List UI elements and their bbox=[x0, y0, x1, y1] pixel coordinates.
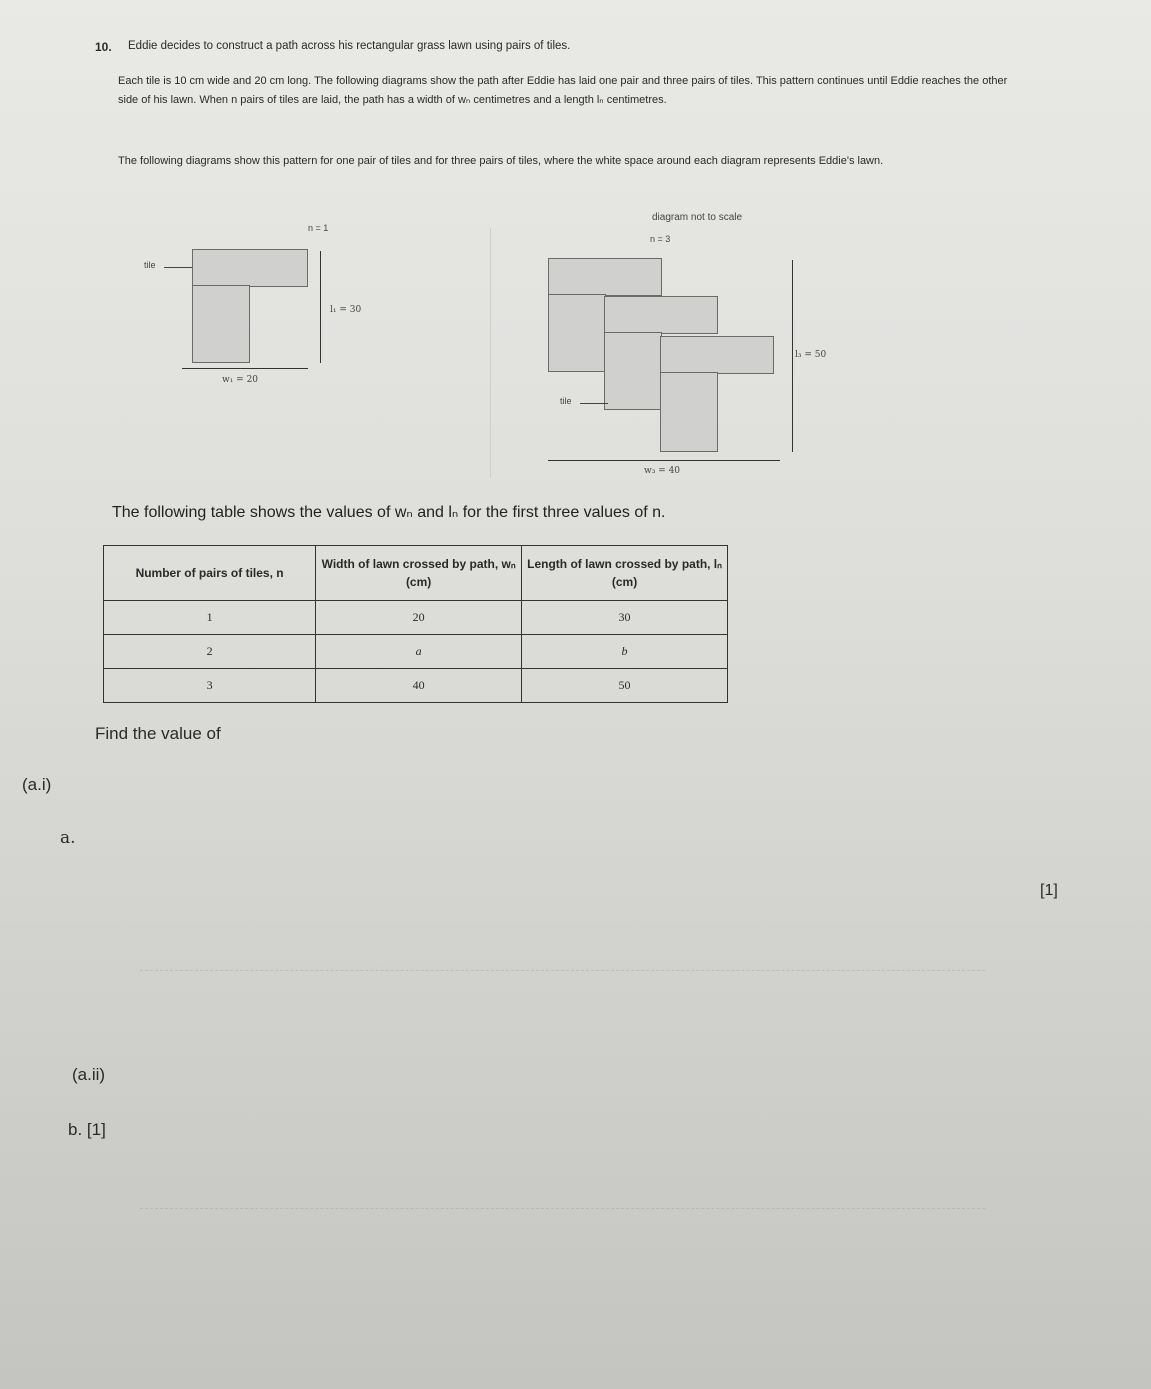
question-paragraph-2: The following diagrams show this pattern for one pair of tiles and for three pairs of tiles, where the white space around each diagram represents Eddie's lawn. bbox=[118, 155, 884, 167]
part-ai-marks: [1] bbox=[1040, 882, 1058, 899]
cell-length: 50 bbox=[522, 669, 728, 703]
tile-h1 bbox=[548, 258, 662, 296]
values-table bbox=[103, 545, 728, 703]
diagram-n3 bbox=[540, 210, 860, 485]
cell-n: 2 bbox=[104, 635, 316, 669]
tile-h3 bbox=[660, 336, 774, 374]
diagram-n1-tile-label: tile bbox=[144, 260, 156, 270]
cell-n: 3 bbox=[104, 669, 316, 703]
table-row bbox=[104, 601, 728, 635]
diagram-n3-label: n = 3 bbox=[650, 234, 671, 244]
tile-label-pointer bbox=[164, 267, 192, 268]
tile-v2 bbox=[604, 332, 662, 410]
header-n: Number of pairs of tiles, n bbox=[104, 546, 316, 601]
part-ai-label: (a.i) bbox=[22, 775, 52, 794]
tile-v1 bbox=[548, 294, 606, 372]
question-intro: Eddie decides to construct a path across his rectangular grass lawn using pairs of tiles. bbox=[128, 40, 571, 52]
diagram-n1-length-label: l₁ = 30 bbox=[330, 305, 362, 315]
diagram-n3-length-label: l₃ = 50 bbox=[795, 350, 827, 360]
cell-n: 1 bbox=[104, 601, 316, 635]
table-intro: The following table shows the values of wₙ and lₙ for the first three values of n. bbox=[112, 504, 666, 521]
part-ai-sub: a. bbox=[60, 828, 76, 848]
answer-line-a[interactable] bbox=[140, 970, 985, 971]
cell-width: a bbox=[316, 635, 522, 669]
cell-width: 40 bbox=[316, 669, 522, 703]
diagram-n1 bbox=[130, 215, 390, 395]
cell-length: b bbox=[522, 635, 728, 669]
cell-width: 20 bbox=[316, 601, 522, 635]
diagram-scale-note: diagram not to scale bbox=[652, 212, 743, 223]
tile-v3 bbox=[660, 372, 718, 452]
table-header-row bbox=[104, 546, 728, 601]
question-number: 10. bbox=[95, 40, 112, 54]
diagram-n1-label: n = 1 bbox=[308, 223, 329, 233]
find-prompt: Find the value of bbox=[95, 724, 221, 743]
header-length: Length of lawn crossed by path, lₙ (cm) bbox=[522, 546, 728, 601]
tile-vertical bbox=[192, 285, 250, 363]
length-arrow bbox=[320, 251, 321, 363]
diagram-n3-tile-label: tile bbox=[560, 396, 572, 406]
diagram-n3-width-label: w₃ = 40 bbox=[644, 466, 681, 476]
tile-h2 bbox=[604, 296, 718, 334]
diagram-n1-width-label: w₁ = 20 bbox=[222, 375, 259, 385]
cell-length: 30 bbox=[522, 601, 728, 635]
table-row bbox=[104, 635, 728, 669]
part-aii-label: (a.ii) bbox=[72, 1065, 106, 1084]
tile-horizontal bbox=[192, 249, 308, 287]
width-arrow bbox=[182, 368, 308, 369]
question-paragraph-1: Each tile is 10 cm wide and 20 cm long. The following diagrams show the path after Eddie has laid one pair and three pairs of tiles. This pattern continues until Eddie reaches the other side of his lawn. When n pairs of tiles are laid, the path has a width of wₙ centimetres and a length lₙ centimetres. bbox=[118, 75, 1008, 106]
width-arrow bbox=[548, 460, 780, 461]
table-row bbox=[104, 669, 728, 703]
tile-label-pointer bbox=[580, 403, 608, 404]
part-aii-sub: b. [1] bbox=[68, 1120, 106, 1139]
header-width: Width of lawn crossed by path, wₙ (cm) bbox=[316, 546, 522, 601]
answer-line-b[interactable] bbox=[140, 1208, 985, 1209]
diagram-divider bbox=[490, 228, 491, 478]
length-arrow bbox=[792, 260, 793, 452]
